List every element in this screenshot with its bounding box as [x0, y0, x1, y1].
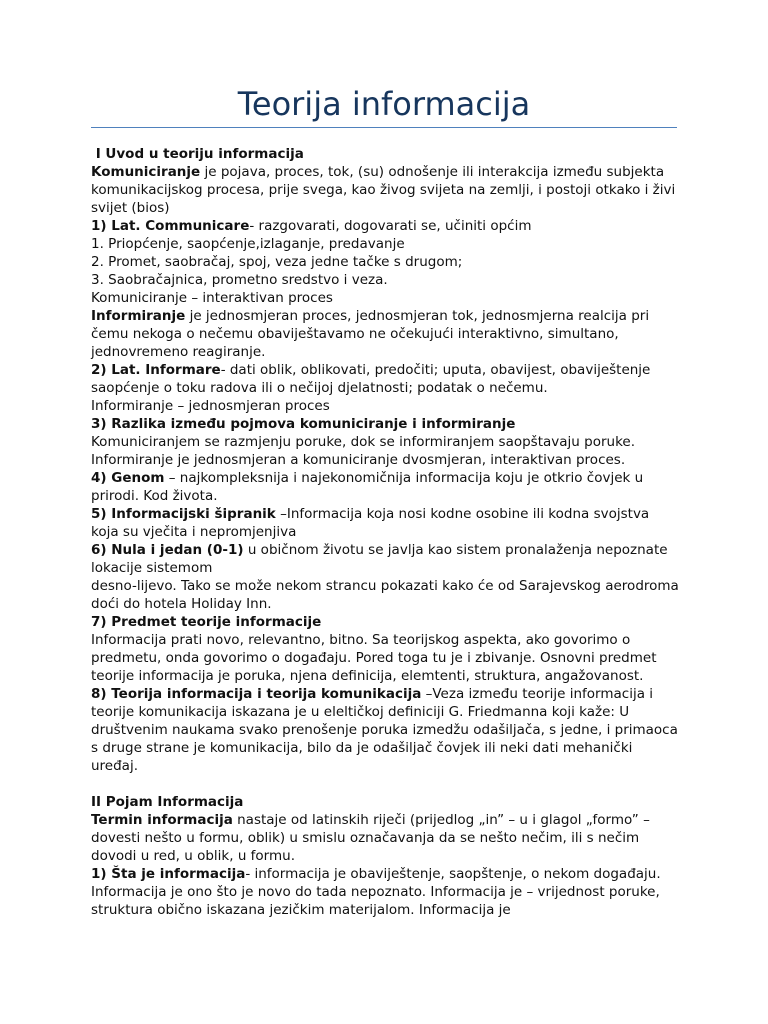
list-heading — [91, 469, 681, 505]
list-heading — [91, 685, 681, 775]
document-body — [91, 145, 681, 919]
list-heading — [91, 361, 681, 397]
item-heading: 1) Šta je informacija — [91, 866, 246, 882]
text-line: Informiranje – jednosmjeran proces — [91, 398, 330, 414]
list-item: 3. Saobračajnica, prometno sredstvo i veza. — [91, 272, 388, 288]
item-text: –Veza između teorije informacija i teorije komunikacija iskazana je u eleltičkoj definiciji G. Friedmanna koji kaže: U društvenim naukama svako prenošenje poruka izmedžu odašiljača, s jedne, i primaoca s druge strane je komunikacija, bilo da je odašiljač čovjek ili neki dati mehanički uređaj. — [91, 686, 678, 774]
item-text: u običnom životu se javlja kao sistem pronalaženja nepoznate lokacije sistemom — [91, 542, 668, 576]
section-heading: II Pojam Informacija — [91, 794, 244, 810]
item-text: - dati oblik, oblikovati, predočiti; uputa, obavijest, obaviještenje saopćenje o toku radova ili o nečijoj djelatnosti; podatak o nečemu. — [91, 362, 651, 396]
text-line: Komuniciranjem se razmjenju poruke, dok se informiranjem saopštavaju poruke. — [91, 434, 636, 450]
item-heading: 4) Genom — [91, 470, 165, 486]
list-heading — [91, 541, 681, 577]
text-line: Informiranje je jednosmjeran a komuniciranje dvosmjeran, interaktivan proces. — [91, 452, 626, 468]
term: Komuniciranje — [91, 164, 201, 180]
item-heading: 5) Informacijski šipranik — [91, 506, 276, 522]
text-line: Komuniciranje – interaktivan proces — [91, 290, 333, 306]
item-heading: 1) Lat. Communicare — [91, 218, 250, 234]
list-heading — [91, 865, 681, 919]
paragraph — [91, 811, 681, 865]
item-text: – najkompleksnija i najekonomičnija informacija koju je otkrio čovjek u prirodi. Kod života. — [91, 470, 644, 504]
list-item: 1. Priopćenje, saopćenje,izlaganje, predavanje — [91, 236, 405, 252]
paragraph-text: nastaje od latinskih riječi (prijedlog „in” – u i glagol „formo” – dovesti nešto u formu, oblik) u smislu označavanja da se nešto nečim, ili s nečim dovodi u red, u oblik, u formu. — [91, 812, 650, 864]
paragraph — [91, 307, 681, 361]
text-line: desno-lijevo. Tako se može nekom strancu pokazati kako će od Sarajevskog aerodroma doći do hotela Holiday Inn. — [91, 578, 679, 612]
list-item: 2. Promet, saobračaj, spoj, veza jedne tačke s drugom; — [91, 254, 463, 270]
title-underline — [91, 127, 677, 128]
paragraph — [91, 163, 681, 217]
item-heading: 2) Lat. Informare — [91, 362, 221, 378]
item-text: - informacija je obaviještenje, saopštenje, o nekom događaju. Informacija je ono što je novo do tada nepoznato. Informacija je – vrijednost poruke, struktura obično iskazana jezičkim materijalom. Informacija je — [91, 866, 661, 918]
paragraph-text: Informacija prati novo, relevantno, bitno. Sa teorijskog aspekta, ako govorimo o predmetu, onda govorimo o događaju. Pored toga tu je i zbivanje. Osnovni predmet teorije informacija je poruka, njena definicija, elemtenti, struktura, angažovanost. — [91, 632, 657, 684]
item-heading: 7) Predmet teorije informacije — [91, 614, 322, 630]
term: Informiranje — [91, 308, 186, 324]
document-title: Teorija informacija — [237, 85, 531, 123]
item-heading: 8) Teorija informacija i teorija komunikacija — [91, 686, 422, 702]
item-heading: 3) Razlika između pojmova komuniciranje i informiranje — [91, 416, 516, 432]
item-heading: 6) Nula i jedan (0-1) — [91, 542, 244, 558]
list-heading — [91, 505, 681, 541]
item-text: - razgovarati, dogovarati se, učiniti općim — [249, 218, 532, 234]
term: Termin informacija — [91, 812, 233, 828]
spacer — [91, 775, 681, 793]
item-text: –Informacija koja nosi kodne osobine ili kodna svojstva koja su vječita i nepromjenjiva — [91, 506, 650, 540]
paragraph-text: je jednosmjeran proces, jednosmjeran tok, jednosmjerna realcija pri čemu nekoga o nečemu obaviještavamo ne očekujući interaktivno, simultano, jednovremeno reagiranje. — [91, 308, 650, 360]
section-heading: I Uvod u teoriju informacija — [91, 146, 304, 162]
paragraph-text: je pojava, proces, tok, (su) odnošenje ili interakcija između subjekta komunikacijskog procesa, prije svega, kao živog svijeta na zemlji, i postoji otkako i živi svijet (bios) — [91, 164, 676, 216]
list-heading — [91, 217, 681, 235]
